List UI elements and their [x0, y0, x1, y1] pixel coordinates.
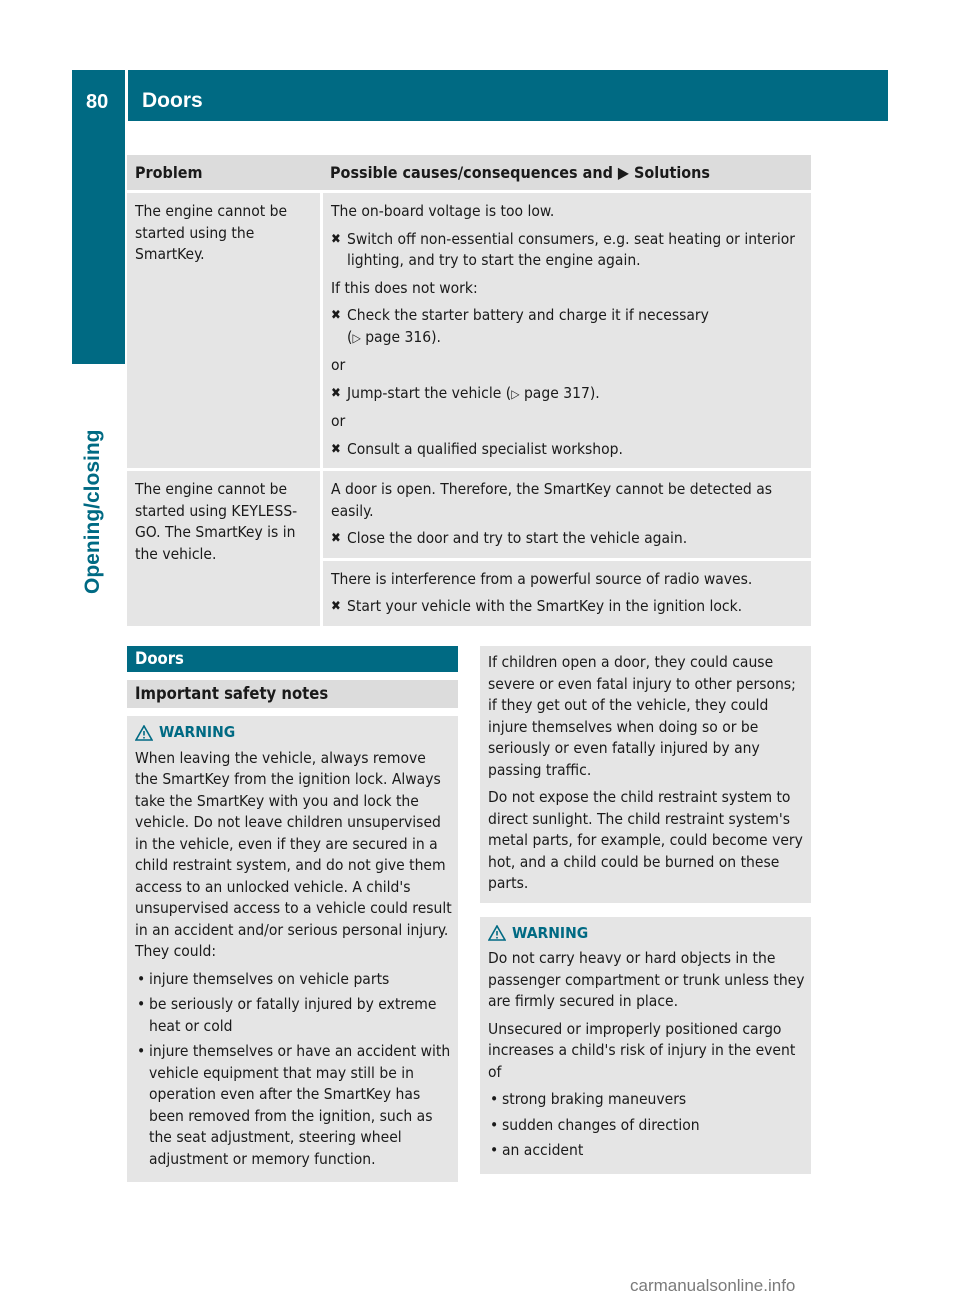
table-row: [127, 193, 811, 468]
column-header-solution-text: Possible causes/consequences and: [330, 163, 613, 182]
step-text: Close the door and try to start the vehicle again.: [347, 529, 688, 547]
list-item-text: injure themselves or have an accident with vehicle equipment that may still be in operation even after the SmartKey has been removed from the ignition, such as the seat adjustment, steering wheel adjustment or memory function.: [149, 1042, 451, 1168]
warning-box: [127, 716, 458, 1182]
warning-text: Do not carry heavy or hard objects in the passenger compartment or trunk unless they are firmly secured in place.: [488, 949, 805, 1010]
list-item-text: an accident: [502, 1141, 584, 1159]
page-number: 80: [86, 91, 109, 113]
bullet-icon: •: [137, 969, 146, 988]
step-arrow-icon: ✖: [331, 231, 341, 247]
column-header-solution: [322, 155, 811, 190]
solution-step: [331, 528, 805, 550]
column-header-solution-suffix: Solutions: [634, 163, 710, 182]
list-item: [135, 994, 452, 1037]
fallback-text: If this does not work:: [331, 278, 478, 297]
warning-triangle-icon: [488, 925, 506, 941]
warning-text: Unsecured or improperly positioned cargo increases a child's risk of injury in the event of: [488, 1019, 796, 1081]
solution-cell: [320, 471, 811, 626]
bullet-icon: •: [490, 1141, 499, 1159]
solution-step: [331, 439, 805, 461]
list-item-text: strong braking maneuvers: [502, 1090, 687, 1108]
bullet-icon: •: [137, 1042, 146, 1060]
solution-step: [331, 596, 805, 618]
warning-label: WARNING: [159, 723, 236, 741]
warning-text: If children open a door, they could cause severe or even fatal injury to other persons; if they get out of the vehicle, they could injure themselves when doing so or be seriously or even fatally injured by any passing traffic.: [488, 653, 796, 779]
list-item: [488, 1089, 805, 1111]
bullet-icon: •: [490, 1090, 499, 1108]
list-item-text: be seriously or fatally injured by extreme heat or cold: [149, 995, 437, 1035]
solution-step: [331, 229, 805, 272]
cause-text: The on-board voltage is too low.: [331, 202, 555, 220]
step-arrow-icon: ✖: [331, 308, 341, 323]
step-text: Switch off non-essential consumers, e.g. seat heating or interior lighting, and try to start the engine again.: [347, 229, 795, 269]
list-item: [135, 969, 452, 991]
or-text: or: [331, 412, 346, 430]
page-title: Doors: [142, 89, 203, 112]
list-item: [488, 1115, 805, 1137]
left-column: [127, 646, 458, 1182]
problem-cell: The engine cannot be started using KEYLESS-GO. The SmartKey is in the vehicle.: [135, 480, 298, 563]
cause-text: There is interference from a powerful source of radio waves.: [331, 569, 753, 588]
list-item-text: injure themselves on vehicle parts: [149, 969, 390, 988]
header-divider: [125, 70, 128, 121]
section-title: Doors: [127, 646, 458, 672]
warning-text: When leaving the vehicle, always remove the SmartKey from the ignition lock. Always take the SmartKey with you and lock the vehicle. Do not leave children unsupervised in the vehicle, even if they are secured in a child restraint system, and do not give them access to an unlocked vehicle. A child's unsupervised access to a vehicle could result in an accident and/or serious personal injury. They could:: [135, 748, 452, 960]
step-text: Check the starter battery and charge it if necessary: [347, 306, 709, 324]
solution-cell: [320, 193, 811, 468]
page-header: [72, 70, 888, 121]
solution-step: ✖ Jump-start the vehicle (▷ page 317).: [331, 383, 805, 406]
solution-subcell: [323, 471, 811, 558]
list-item-text: sudden changes of direction: [502, 1115, 700, 1134]
table-row: [127, 471, 811, 626]
step-arrow-icon: ✖: [331, 531, 341, 546]
side-bar: [72, 121, 125, 308]
list-item: [488, 1140, 805, 1162]
bullet-icon: •: [490, 1115, 499, 1134]
warning-triangle-icon: [135, 725, 153, 741]
page-ref-icon: ▷: [352, 330, 361, 345]
solution-subcell: [323, 558, 811, 626]
troubleshooting-table: [127, 155, 811, 626]
problem-cell: The engine cannot be started using the SmartKey.: [135, 202, 288, 263]
arrow-right-icon: ▶: [617, 163, 629, 182]
page-reference[interactable]: page 317: [523, 383, 590, 402]
side-tab-marker: [72, 308, 125, 364]
chapter-label: Opening/closing: [81, 429, 104, 594]
right-column: [480, 646, 811, 1174]
step-text: Jump-start the vehicle: [347, 383, 502, 402]
step-text: Consult a qualified specialist workshop.: [347, 439, 623, 458]
step-text: Start your vehicle with the SmartKey in the ignition lock.: [347, 597, 743, 615]
page-ref-icon: ▷: [511, 386, 520, 401]
bullet-icon: •: [137, 995, 146, 1013]
list-item: [135, 1041, 452, 1170]
warning-box: [480, 917, 811, 1174]
or-text: or: [331, 356, 346, 374]
warning-label: WARNING: [512, 923, 589, 942]
table-header: [127, 155, 811, 190]
warning-heading: [488, 923, 805, 945]
warning-continued-box: [480, 646, 811, 903]
step-arrow-icon: ✖: [331, 599, 341, 614]
step-arrow-icon: ✖: [331, 385, 341, 401]
cause-text: A door is open. Therefore, the SmartKey cannot be detected as easily.: [331, 480, 773, 520]
step-arrow-icon: ✖: [331, 441, 341, 457]
solution-step: ✖ Check the starter battery and charge it if necessary (▷ page 316).: [331, 306, 709, 346]
page-reference[interactable]: page 316: [365, 327, 432, 346]
column-header-problem: Problem: [135, 163, 203, 182]
watermark: carmanualsonline.info: [630, 1276, 796, 1295]
warning-heading: [135, 722, 452, 744]
subsection-title: Important safety notes: [127, 680, 458, 708]
warning-text: Do not expose the child restraint system to direct sunlight. The child restraint system's metal parts, for example, could become very hot, and a child could be burned on these parts.: [488, 788, 803, 892]
